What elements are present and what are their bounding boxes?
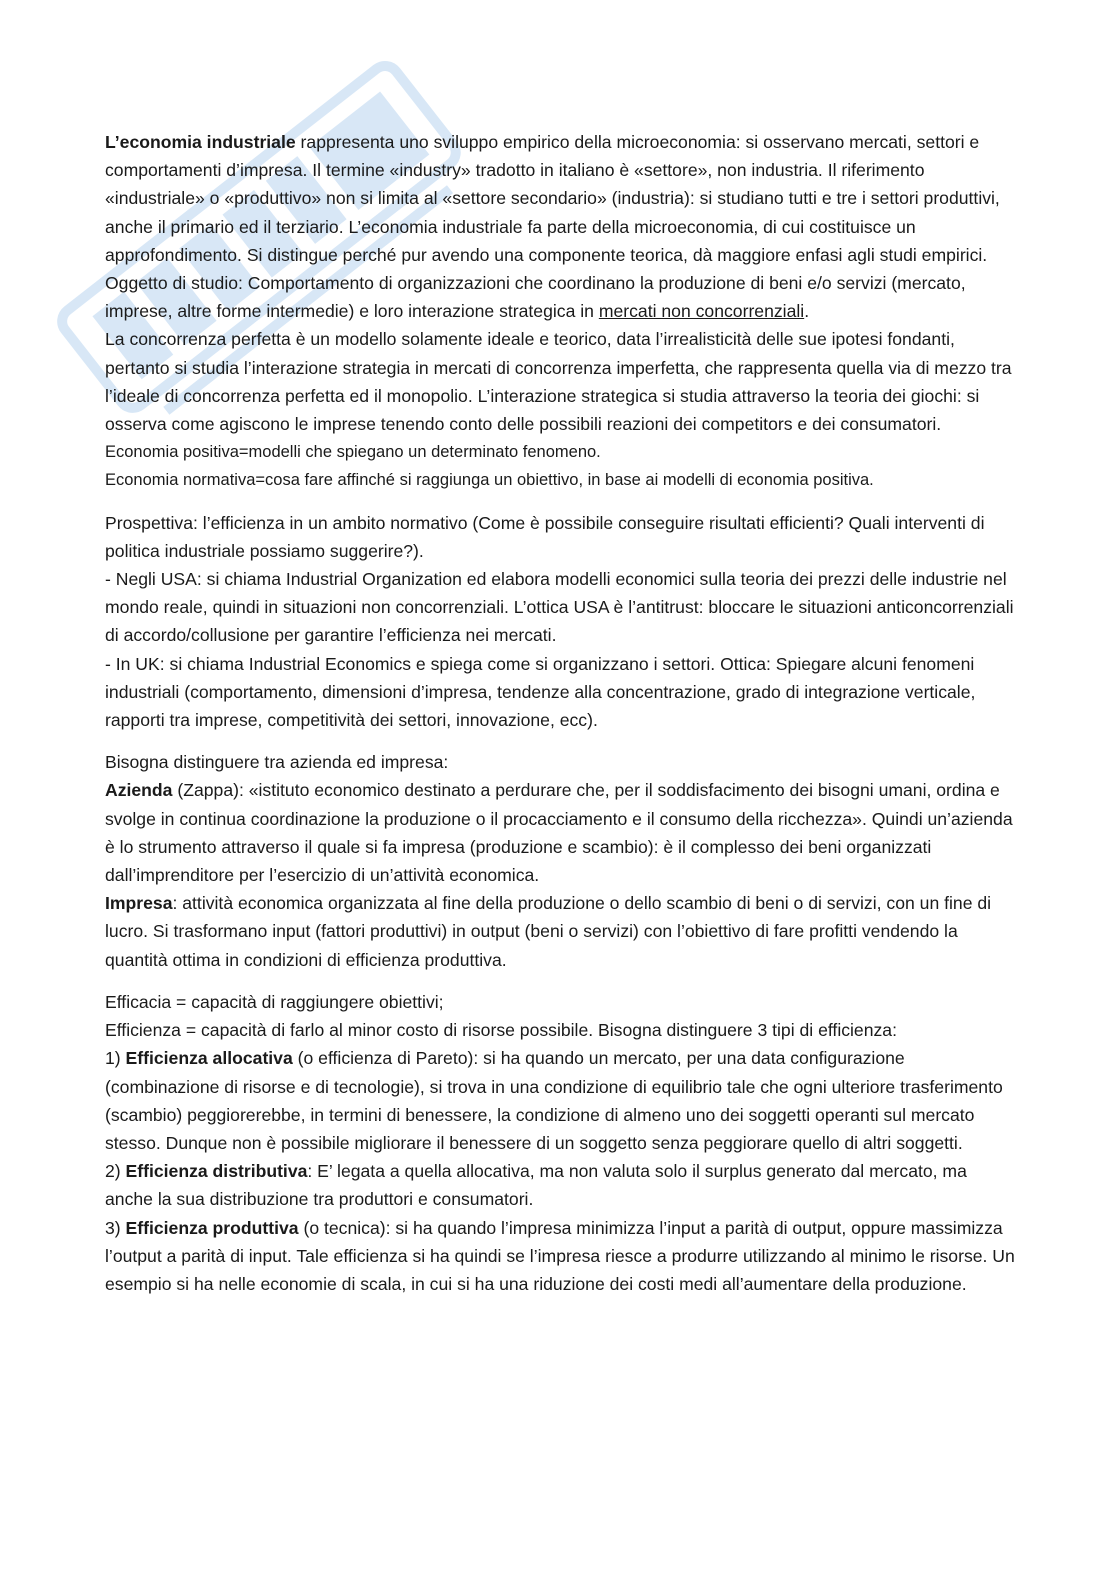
positiva-line: Economia positiva=modelli che spiegano un determinato fenomeno. — [105, 443, 601, 462]
azienda-bold: Azienda — [105, 780, 173, 801]
prospettiva-paragraph: Prospettiva: l’efficienza in un ambito normativo (Come è possibile conseguire risultati efficienti? Quali interventi di politica industriale possiamo suggerire?). — [105, 512, 985, 561]
azienda-paragraph — [105, 776, 1015, 889]
efficacia-line: Efficacia = capacità di raggiungere obiettivi; — [105, 991, 444, 1012]
efficienza-line: Efficienza = capacità di farlo al minor costo di risorse possibile. Bisogna distinguere 3 tipi di efficienza: — [105, 1020, 897, 1041]
oggetto-text: Oggetto di studio: Comportamento di organizzazioni che coordinano la produzione di beni e/o servizi (mercato, imprese, altre forme intermedie) e loro interazione strategica in — [105, 273, 966, 322]
uk-paragraph: - In UK: si chiama Industrial Economics e spiega come si organizzano i settori. Ottica: Spiegare alcuni fenomeni industriali (comportamento, dimensioni d’impresa, tendenze alla concentrazione, grado di integrazione verticale, rapporti tra imprese, competitività dei settori, innovazione, ecc). — [105, 653, 976, 731]
oggetto-underline: mercati non concorrenziali — [598, 301, 805, 322]
normativa-line: Economia normativa=cosa fare affinché si raggiunga un obiettivo, in base ai modelli di economia positiva. — [105, 471, 874, 490]
impresa-bold: Impresa — [105, 893, 173, 914]
eff2-bold: Efficienza distributiva — [125, 1161, 308, 1182]
eff1-paragraph — [105, 1044, 1015, 1157]
distinguere-line: Bisogna distinguere tra azienda ed impresa: — [105, 752, 449, 773]
concorrenza-paragraph: La concorrenza perfetta è un modello solamente ideale e teorico, data l’irrealisticità delle sue ipotesi fondanti, pertanto si studia l’interazione strategia in mercati di concorrenza imperfetta, che rappresenta quella via di mezzo tra l’ideale di concorrenza perfetta ed il monopolio. L’interazione strategica si studia attraverso la teoria dei giochi: si osserva come agiscono le imprese tenendo conto delle possibili reazioni dei competitors e dei consumatori. — [105, 329, 1012, 435]
eff2-num: 2) — [105, 1161, 126, 1182]
eff2-paragraph — [105, 1157, 1015, 1213]
azienda-text: (Zappa): «istituto economico destinato a perdurare che, per il soddisfacimento dei bisogni umani, ordina e svolge in continua coordinazione la produzione o il procacciamento e il consumo della ricchezza». Quindi un’azienda è lo strumento attraverso il quale si fa impresa (produzione e scambio): è il complesso dei beni organizzati dall’imprenditore per l’esercizio di un’attività economica. — [105, 780, 1013, 886]
eff2-text: : E’ legata a quella allocativa, ma non valuta solo il surplus generato dal mercato, ma anche la sua distribuzione tra produttori e consumatori. — [105, 1161, 967, 1210]
intro-paragraph — [105, 128, 1015, 269]
eff1-bold: Efficienza allocativa — [125, 1048, 293, 1069]
eff1-text: (o efficienza di Pareto): si ha quando un mercato, per una data configurazione (combinazione di risorse e di tecnologie), si trova in una condizione di equilibrio tale che ogni ulteriore trasferimento (scambio) peggiorerebbe, in termini di benessere, la condizione di almeno uno dei soggetti operanti sul mercato stesso. Dunque non è possibile migliorare il benessere di un soggetto senza peggiorare quello di altri soggetti. — [105, 1048, 1003, 1153]
document-body — [105, 128, 1015, 1298]
impresa-text: : attività economica organizzata al fine della produzione o dello scambio di beni o di servizi, con un fine di lucro. Si trasformano input (fattori produttivi) in output (beni o servizi) con l’obiettivo di fare profitti vendendo la quantità ottima in condizioni di efficienza produttiva. — [105, 893, 992, 970]
oggetto-paragraph — [105, 269, 1015, 325]
eff3-text: (o tecnica): si ha quando l’impresa minimizza l’input a parità di output, oppure massimizza l’output a parità di input. Tale efficienza si ha quindi se l’impresa riesce a produrre utilizzando al minimo le risorse. Un esempio si ha nelle economie di scala, in cui si ha una riduzione dei costi medi all’aumentare della produzione. — [105, 1217, 1015, 1294]
eff3-bold: Efficienza produttiva — [125, 1217, 299, 1238]
impresa-paragraph — [105, 889, 1015, 974]
intro-text: rappresenta uno sviluppo empirico della microeconomia: si osservano mercati, settori e comportamenti d’impresa. Il termine «industry» tradotto in italiano è «settore», non industria. Il riferimento «industriale» o «produttivo» non si limita al «settore secondario» (industria): si studiano tutti e tre i settori produttivi, anche il primario ed il terziario. L’economia industriale fa parte della microeconomia, di cui costituisce un approfondimento. Si distingue perché pur avendo una componente teorica, dà maggiore enfasi agli studi empirici. — [105, 132, 1000, 265]
oggetto-end: . — [804, 301, 810, 322]
eff1-num: 1) — [105, 1048, 126, 1069]
eff3-paragraph — [105, 1214, 1015, 1299]
intro-bold: L’economia industriale — [105, 132, 296, 152]
eff3-num: 3) — [105, 1217, 126, 1238]
usa-paragraph: - Negli USA: si chiama Industrial Organization ed elabora modelli economici sulla teoria dei prezzi delle industrie nel mondo reale, quindi in situazioni non concorrenziali. L’ottica USA è l’antitrust: bloccare le situazioni anticoncorrenziali di accordo/collusione per garantire l’efficienza nei mercati. — [105, 569, 1014, 646]
